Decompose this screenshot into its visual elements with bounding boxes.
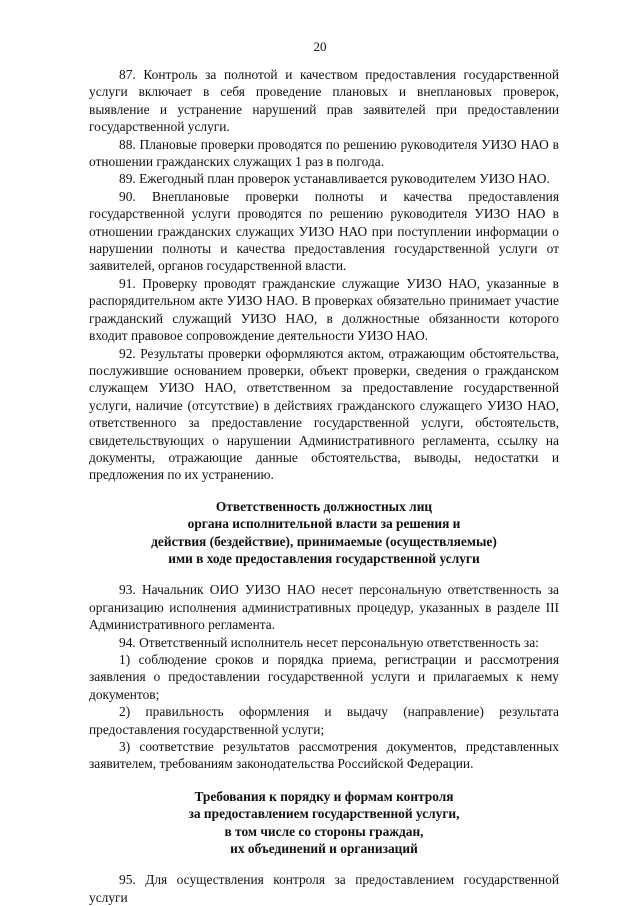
paragraph-94-item-1: 1) соблюдение сроков и порядка приема, регистрации и рассмотрения заявления о предоставлении государственной услуги и прилагаемых к нему документов;	[89, 652, 559, 702]
heading-line: действия (бездействие), принимаемые (осуществляемые)	[151, 533, 497, 549]
paragraph-95: 95. Для осуществления контроля за предоставлением государственной услуги	[89, 872, 559, 905]
heading-line: за предоставлением государственной услуги,	[188, 806, 460, 822]
heading-line: их объединений и организаций	[230, 841, 418, 857]
paragraph-90: 90. Внеплановые проверки полноты и качества предоставления государственной услуги проводятся по решению руководителя УИЗО НАО в отношении гражданских служащих УИЗО НАО при поступлении информации о нарушении полноты и качества предоставления государственной услуги от заявителей, органов государственной власти.	[89, 188, 559, 274]
paragraph-94: 94. Ответственный исполнитель несет персональную ответственность за:	[119, 634, 539, 650]
heading-line: органа исполнительной власти за решения и	[187, 516, 461, 532]
paragraph-93: 93. Начальник ОИО УИЗО НАО несет персональную ответственность за организацию исполнения административных процедур, указанных в разделе III Административного регламента.	[89, 582, 559, 633]
paragraph-92: 92. Результаты проверки оформляются актом, отражающим обстоятельства, послужившие основанием проверки, объект проверки, сведения о гражданском служащем УИЗО НАО, ответственном за предоставление государственной услуги, наличие (отсутствие) в действиях гражданского служащего УИЗО НАО, ответственного за предоставление государственной услуги, обстоятельств, свидетельствующих о нарушении Административного регламента, ссылку на документы, отражающие данные обстоятельства, выводы, недостатки и предложения по их устранению.	[89, 345, 559, 483]
paragraph-91: 91. Проверку проводят гражданские служащие УИЗО НАО, указанные в распорядительном акте УИЗО НАО. В проверках обязательно принимает участие гражданский служащий УИЗО НАО, в должностные обязанности которого входит правовое сопровождение деятельности УИЗО НАО.	[89, 275, 559, 344]
paragraph-94-item-3: 3) соответствие результатов рассмотрения документов, представленных заявителем, требованиям законодательства Российской Федерации.	[89, 739, 559, 772]
section-heading-responsibility	[89, 498, 559, 568]
paragraph-94-item-2: 2) правильность оформления и выдачу (направление) результата предоставления государственной услуги;	[89, 704, 559, 737]
paragraph-88: 88. Плановые проверки проводятся по решению руководителя УИЗО НАО в отношении гражданских служащих 1 раз в полгода.	[89, 136, 559, 170]
heading-line: Требования к порядку и формам контроля	[194, 788, 454, 804]
page-number: 20	[313, 39, 327, 54]
heading-line: в том числе со стороны граждан,	[224, 823, 424, 839]
paragraph-89: 89. Ежегодный план проверок устанавливается руководителем УИЗО НАО.	[119, 171, 550, 187]
heading-line: Ответственность должностных лиц	[215, 498, 433, 514]
heading-line: ими в ходе предоставления государственной услуги	[168, 550, 480, 566]
section-heading-control-requirements	[89, 788, 559, 858]
document-body	[89, 66, 559, 906]
paragraph-87: 87. Контроль за полнотой и качеством предоставления государственной услуги включает в себя проведение плановых и внеплановых проверок, выявление и устранение нарушений прав заявителей при предоставлении государственной услуги.	[89, 67, 559, 135]
